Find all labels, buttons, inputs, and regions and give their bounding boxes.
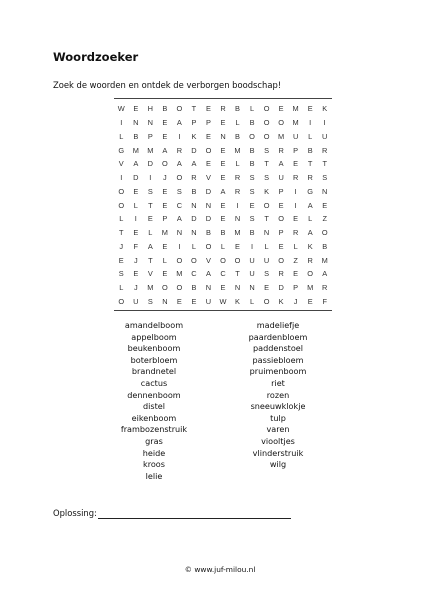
grid-cell[interactable]: F [133, 241, 139, 251]
grid-cell[interactable]: W [117, 104, 125, 114]
grid-cell[interactable]: S [264, 173, 270, 183]
grid-cell[interactable]: R [307, 173, 313, 183]
grid-cell[interactable]: M [292, 104, 299, 114]
grid-cell[interactable]: L [308, 131, 313, 141]
grid-cell[interactable]: A [133, 159, 139, 169]
grid-cell[interactable]: S [147, 186, 153, 196]
grid-cell[interactable]: S [264, 269, 270, 279]
grid-cell[interactable]: A [176, 118, 182, 128]
grid-cell[interactable]: I [323, 118, 326, 128]
grid-cell[interactable]: A [176, 159, 182, 169]
answer-label: Oplossing: [53, 508, 97, 518]
grid-cell[interactable]: I [309, 118, 312, 128]
grid-cell[interactable]: O [263, 131, 270, 141]
grid-cell[interactable]: M [292, 118, 299, 128]
grid-cell[interactable]: O [191, 255, 197, 265]
grid-cell[interactable]: O [205, 145, 212, 155]
grid-cell[interactable]: S [147, 296, 153, 306]
grid-cell[interactable]: B [322, 241, 328, 251]
grid-row [114, 102, 332, 116]
grid-cell[interactable]: E [220, 145, 226, 155]
grid-cell[interactable]: C [176, 200, 183, 210]
grid-row [114, 295, 332, 309]
grid-cell[interactable]: U [322, 131, 328, 141]
grid-cell[interactable]: B [220, 228, 226, 238]
grid-cell[interactable]: E [162, 118, 168, 128]
grid-cell[interactable]: M [132, 145, 139, 155]
word-list-item: lelie [145, 470, 163, 481]
instruction-text: Zoek de woorden en ontdek de verborgen boodschap! [53, 80, 282, 90]
grid-cell[interactable]: J [119, 241, 124, 251]
grid-cell[interactable]: L [119, 131, 124, 141]
grid-cell[interactable]: E [133, 186, 139, 196]
word-list-item: viooltjes [261, 435, 295, 446]
answer-line[interactable] [98, 509, 291, 519]
grid-cell[interactable]: M [278, 131, 285, 141]
grid-cell[interactable]: B [249, 145, 255, 155]
grid-cell[interactable]: E [220, 283, 226, 293]
grid-cell[interactable]: E [307, 296, 313, 306]
grid-cell[interactable]: R [307, 255, 313, 265]
grid-cell[interactable]: E [162, 131, 168, 141]
grid-cell[interactable]: U [263, 255, 270, 265]
grid-letters [114, 102, 332, 308]
grid-cell[interactable]: N [234, 214, 241, 224]
grid-cell[interactable]: E [205, 159, 211, 169]
grid-cell[interactable]: R [292, 228, 299, 238]
grid-row [114, 116, 332, 130]
grid-cell[interactable]: B [307, 145, 313, 155]
grid-cell[interactable]: E [118, 255, 124, 265]
grid-cell[interactable]: R [191, 173, 197, 183]
grid-cell[interactable]: P [293, 145, 299, 155]
grid-cell[interactable]: I [178, 131, 181, 141]
grid-cell[interactable]: O [249, 131, 255, 141]
grid-cell[interactable]: E [235, 241, 240, 251]
grid-cell[interactable]: L [191, 241, 196, 251]
grid-cell[interactable]: L [133, 200, 138, 210]
grid-cell[interactable]: K [264, 186, 270, 196]
grid-cell[interactable]: M [176, 269, 183, 279]
grid-cell[interactable]: R [322, 283, 328, 293]
grid-cell[interactable]: O [278, 118, 284, 128]
grid-cell[interactable]: N [249, 283, 255, 293]
grid-cell[interactable]: A [322, 269, 328, 279]
grid-cell[interactable]: S [249, 186, 255, 196]
grid-cell[interactable]: B [249, 228, 255, 238]
grid-cell[interactable]: P [278, 186, 284, 196]
grid-cell[interactable]: M [161, 228, 168, 238]
grid-cell[interactable]: M [307, 283, 314, 293]
grid-cell[interactable]: L [249, 104, 255, 114]
word-list-item: appelboom [131, 331, 177, 342]
word-list-item: madeliefje [256, 320, 300, 330]
grid-cell[interactable]: E [322, 200, 328, 210]
answer-section [53, 508, 291, 519]
grid-cell[interactable]: A [307, 200, 313, 210]
grid-cell[interactable]: E [249, 200, 255, 210]
grid-cell[interactable]: M [321, 255, 328, 265]
grid-cell[interactable]: L [235, 118, 240, 128]
grid-cell[interactable]: M [147, 283, 154, 293]
grid-cell[interactable]: O [161, 159, 168, 169]
grid-cell[interactable]: P [293, 283, 299, 293]
grid-cell[interactable]: N [263, 228, 270, 238]
grid-cell[interactable]: L [293, 241, 298, 251]
grid-cell[interactable]: E [162, 186, 168, 196]
grid-cell[interactable]: O [161, 283, 168, 293]
grid-cell[interactable]: B [191, 283, 197, 293]
grid-cell[interactable]: P [278, 228, 284, 238]
grid-cell[interactable]: E [162, 200, 168, 210]
grid-cell[interactable]: O [263, 118, 270, 128]
grid-cell[interactable]: Z [322, 214, 327, 224]
grid-cell[interactable]: G [118, 145, 125, 155]
grid-cell[interactable]: E [162, 269, 168, 279]
grid-cell[interactable]: P [147, 131, 153, 141]
word-list-item: brandnetel [131, 366, 177, 377]
grid-cell[interactable]: I [294, 186, 297, 196]
grid-cell[interactable]: M [234, 228, 241, 238]
grid-cell[interactable]: D [147, 159, 153, 169]
grid-row [114, 240, 332, 254]
grid-cell[interactable]: U [278, 173, 284, 183]
grid-cell[interactable]: B [235, 131, 240, 141]
grid-cell[interactable]: V [205, 255, 211, 265]
grid-cell[interactable]: E [205, 131, 211, 141]
word-list-item: eikenboom [131, 412, 177, 423]
word-list-item: rozen [266, 389, 290, 400]
grid-cell[interactable]: O [234, 255, 241, 265]
grid-cell[interactable]: S [322, 173, 328, 183]
grid-cell[interactable]: R [234, 186, 241, 196]
grid-cell[interactable]: I [149, 173, 152, 183]
grid-row [114, 143, 332, 157]
grid-cell[interactable]: A [191, 159, 197, 169]
word-list-item: wilg [269, 459, 287, 470]
grid-cell[interactable]: N [322, 186, 328, 196]
grid-cell[interactable]: K [322, 104, 328, 114]
grid-cell[interactable]: A [307, 228, 313, 238]
grid-cell[interactable]: L [235, 159, 240, 169]
grid-cell[interactable]: K [235, 296, 240, 306]
grid-cell[interactable]: B [235, 104, 240, 114]
grid-bottom-rule [114, 310, 332, 311]
grid-cell[interactable]: E [278, 200, 284, 210]
word-list-item: paddenstoel [252, 343, 304, 354]
grid-cell[interactable]: K [307, 241, 313, 251]
grid-cell[interactable]: V [147, 269, 153, 279]
grid-cell[interactable]: E [191, 296, 197, 306]
grid-cell[interactable]: E [293, 269, 299, 279]
grid-cell[interactable]: N [133, 118, 139, 128]
grid-cell[interactable]: C [191, 269, 197, 279]
word-list-item: vlinderstruik [252, 447, 304, 458]
grid-cell[interactable]: F [322, 296, 327, 306]
grid-cell[interactable]: M [234, 145, 241, 155]
grid-cell[interactable]: O [263, 104, 270, 114]
grid-cell[interactable]: I [178, 241, 181, 251]
grid-cell[interactable]: A [205, 269, 211, 279]
grid-cell[interactable]: N [220, 131, 226, 141]
grid-cell[interactable]: L [119, 214, 124, 224]
grid-cell[interactable]: E [220, 118, 226, 128]
word-list-item: gras [145, 435, 163, 446]
grid-cell[interactable]: R [176, 145, 183, 155]
grid-cell[interactable]: O [321, 228, 328, 238]
grid-cell[interactable]: E [133, 269, 139, 279]
grid-cell[interactable]: Z [293, 255, 298, 265]
grid-cell[interactable]: I [120, 118, 123, 128]
word-list-item: tulp [270, 412, 286, 423]
grid-cell[interactable]: B [249, 159, 255, 169]
grid-row [114, 253, 332, 267]
grid-cell[interactable]: O [176, 173, 183, 183]
word-list-item: cactus [140, 377, 168, 388]
word-list-item: dennenboom [127, 389, 181, 400]
word-list-item: passiebloem [252, 354, 304, 365]
grid-top-rule [114, 98, 332, 99]
grid-cell[interactable]: O [118, 200, 125, 210]
grid-cell[interactable]: T [119, 228, 124, 238]
grid-cell[interactable]: L [220, 241, 226, 251]
grid-cell[interactable]: R [322, 145, 328, 155]
grid-cell[interactable]: S [249, 214, 255, 224]
word-list-right [236, 320, 320, 471]
grid-row [114, 171, 332, 185]
grid-cell[interactable]: E [293, 159, 299, 169]
word-list-item: heide [142, 447, 166, 458]
grid-cell[interactable]: A [147, 241, 153, 251]
grid-cell[interactable]: E [220, 214, 226, 224]
grid-cell[interactable]: E [264, 283, 270, 293]
grid-cell[interactable]: A [220, 186, 226, 196]
word-list-item: pruimenboom [249, 366, 307, 377]
grid-cell[interactable]: B [191, 186, 197, 196]
grid-cell[interactable]: O [263, 200, 270, 210]
footer-credit: © www.juf-milou.nl [184, 565, 256, 574]
grid-cell[interactable]: E [278, 241, 284, 251]
grid-row [114, 212, 332, 226]
grid-cell[interactable]: T [322, 159, 327, 169]
grid-cell[interactable]: O [220, 255, 226, 265]
grid-row [114, 267, 332, 281]
grid-cell[interactable]: E [176, 296, 182, 306]
word-list-item: kroos [143, 459, 165, 470]
word-list-item: frambozenstruik [120, 424, 188, 435]
grid-cell[interactable]: V [118, 159, 124, 169]
grid-cell[interactable]: O [176, 104, 183, 114]
grid-cell[interactable]: B [162, 104, 168, 114]
grid-cell[interactable]: O [176, 283, 183, 293]
grid-row [114, 130, 332, 144]
grid-cell[interactable]: I [251, 241, 254, 251]
grid-cell[interactable]: L [249, 296, 255, 306]
grid-cell[interactable]: U [249, 269, 255, 279]
grid-cell[interactable]: M [147, 145, 154, 155]
grid-cell[interactable]: I [120, 173, 123, 183]
grid-cell[interactable]: S [249, 173, 255, 183]
word-list-left [112, 320, 196, 482]
grid-row [114, 157, 332, 171]
grid-cell[interactable]: L [148, 228, 153, 238]
word-list-item: sneeuwklokje [250, 401, 306, 412]
grid-cell[interactable]: R [292, 173, 299, 183]
grid-cell[interactable]: N [191, 200, 197, 210]
grid-cell[interactable]: E [293, 214, 299, 224]
grid-cell[interactable]: I [134, 214, 137, 224]
grid-cell[interactable]: J [133, 283, 138, 293]
grid-cell[interactable]: L [308, 214, 313, 224]
grid-cell[interactable]: O [263, 296, 270, 306]
grid-cell[interactable]: T [191, 104, 197, 114]
word-list-item: varen [266, 424, 290, 435]
grid-cell[interactable]: J [293, 296, 298, 306]
grid-row [114, 281, 332, 295]
grid-cell[interactable]: N [147, 118, 153, 128]
grid-cell[interactable]: D [191, 214, 197, 224]
grid-cell[interactable]: U [249, 255, 255, 265]
grid-cell[interactable]: R [234, 173, 241, 183]
grid-cell[interactable]: P [205, 118, 211, 128]
grid-cell[interactable]: J [163, 173, 167, 183]
grid-cell[interactable]: S [264, 145, 270, 155]
word-list-item: riet [271, 377, 285, 388]
page-title: Woordzoeker [53, 50, 139, 64]
grid-cell[interactable]: D [133, 173, 139, 183]
grid-cell[interactable]: E [133, 104, 139, 114]
grid-cell[interactable]: V [205, 173, 211, 183]
word-list-item: boterbloem [130, 354, 178, 365]
grid-cell[interactable]: C [220, 269, 226, 279]
grid-cell[interactable]: P [191, 118, 197, 128]
grid-cell[interactable]: E [162, 241, 168, 251]
grid-cell[interactable]: E [220, 159, 226, 169]
grid-cell[interactable]: T [307, 159, 313, 169]
grid-cell[interactable]: O [118, 186, 125, 196]
grid-cell[interactable]: N [176, 228, 183, 238]
grid-cell[interactable]: D [278, 283, 284, 293]
grid-cell[interactable]: L [264, 241, 269, 251]
grid-cell[interactable]: A [176, 214, 182, 224]
grid-cell[interactable]: N [162, 296, 168, 306]
grid-cell[interactable]: T [235, 269, 240, 279]
word-list-item: paardenbloem [248, 331, 308, 342]
grid-cell[interactable]: A [162, 145, 168, 155]
grid-cell[interactable]: D [205, 214, 212, 224]
grid-cell[interactable]: O [205, 241, 212, 251]
grid-cell[interactable]: N [234, 283, 241, 293]
word-list-item: beukenboom [127, 343, 181, 354]
grid-cell[interactable]: D [205, 186, 212, 196]
grid-cell[interactable]: B [133, 131, 139, 141]
grid-cell[interactable]: E [147, 214, 153, 224]
grid-cell[interactable]: K [191, 131, 197, 141]
grid-cell[interactable]: T [264, 159, 269, 169]
grid-cell[interactable]: E [133, 228, 139, 238]
grid-cell[interactable]: N [191, 228, 197, 238]
word-list-item: amandelboom [124, 320, 184, 330]
grid-cell[interactable]: E [205, 104, 211, 114]
grid-cell[interactable]: O [278, 214, 284, 224]
grid-cell[interactable]: O [307, 269, 314, 279]
grid-cell[interactable]: E [307, 104, 313, 114]
grid-cell[interactable]: O [278, 255, 284, 265]
grid-cell[interactable]: U [205, 296, 212, 306]
grid-row [114, 185, 332, 199]
grid-cell[interactable]: J [133, 255, 138, 265]
grid-cell[interactable]: W [219, 296, 227, 306]
grid-cell[interactable]: R [278, 269, 284, 279]
grid-cell[interactable]: B [249, 118, 255, 128]
grid-cell[interactable]: R [220, 104, 226, 114]
grid-cell[interactable]: R [278, 145, 284, 155]
grid-cell[interactable]: G [307, 186, 314, 196]
grid-cell[interactable]: E [278, 104, 284, 114]
grid-cell[interactable]: B [205, 228, 211, 238]
grid-cell[interactable]: T [264, 214, 269, 224]
grid-cell[interactable]: O [118, 296, 125, 306]
grid-cell[interactable]: O [176, 255, 183, 265]
grid-cell[interactable]: U [133, 296, 139, 306]
grid-cell[interactable]: P [162, 214, 168, 224]
grid-row [114, 198, 332, 212]
grid-cell[interactable]: K [278, 296, 284, 306]
grid-cell[interactable]: U [292, 131, 299, 141]
grid-cell[interactable]: I [294, 200, 297, 210]
grid-cell[interactable]: T [148, 255, 153, 265]
grid-cell[interactable]: E [220, 200, 226, 210]
grid-cell[interactable]: L [119, 283, 124, 293]
grid-cell[interactable]: A [278, 159, 284, 169]
grid-cell[interactable]: T [148, 200, 153, 210]
grid-cell[interactable]: E [220, 173, 226, 183]
word-list-item: distel [142, 401, 165, 412]
grid-cell[interactable]: H [147, 104, 153, 114]
grid-cell[interactable]: I [236, 200, 239, 210]
grid-row [114, 226, 332, 240]
grid-cell[interactable]: N [205, 283, 212, 293]
grid-cell[interactable]: D [191, 145, 197, 155]
grid-cell[interactable]: N [205, 200, 212, 210]
grid-cell[interactable]: L [162, 255, 167, 265]
grid-cell[interactable]: S [118, 269, 124, 279]
grid-cell[interactable]: S [176, 186, 182, 196]
